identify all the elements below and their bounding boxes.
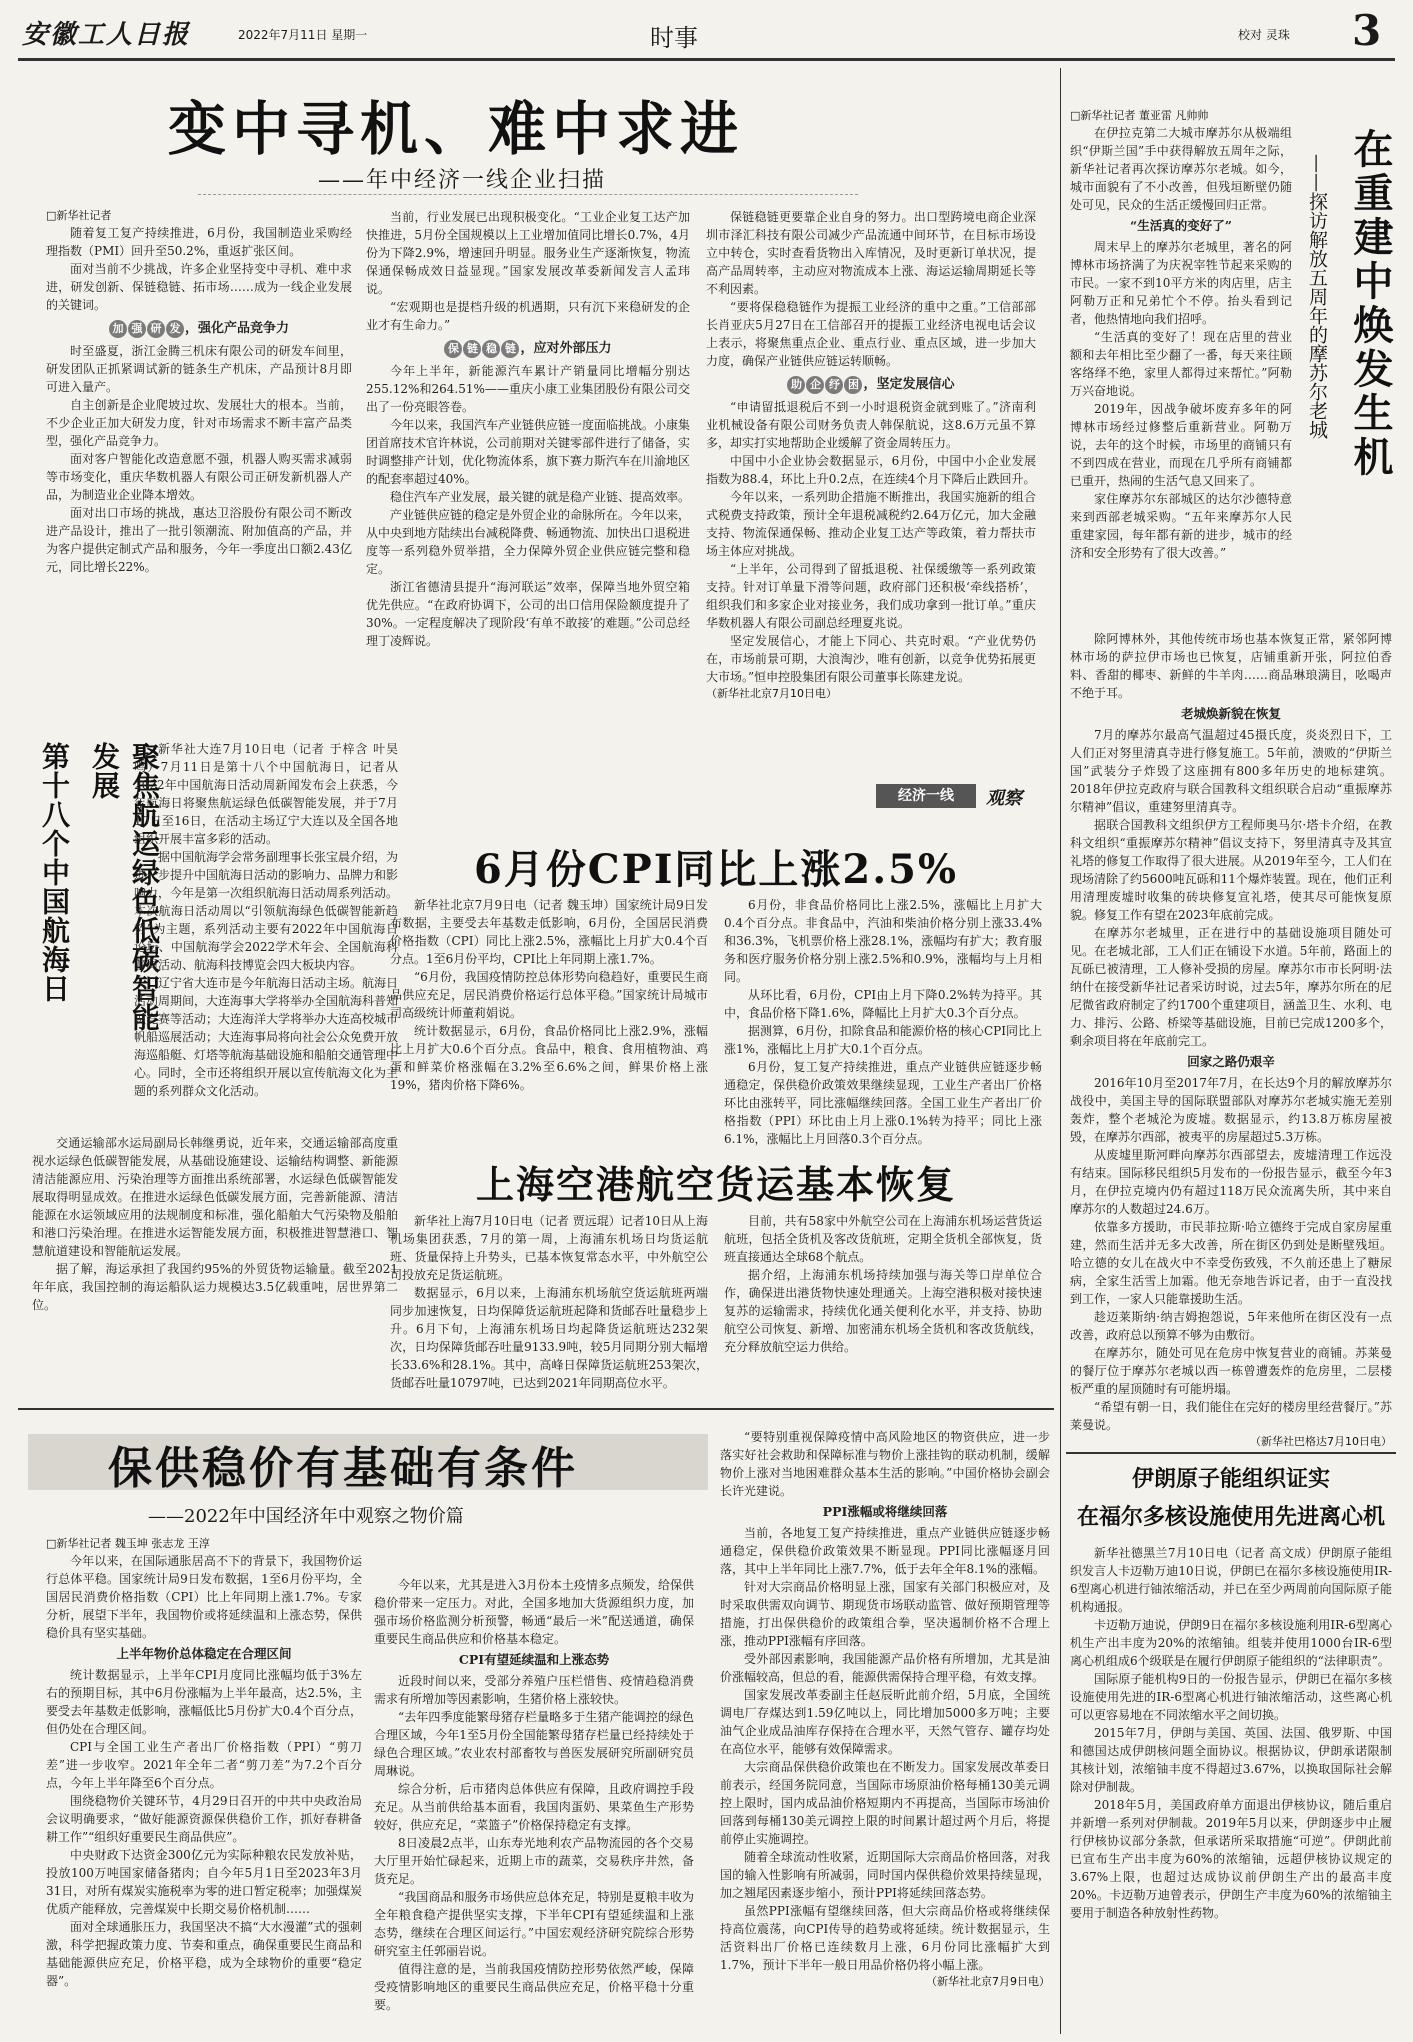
section-heading-3	[706, 376, 1036, 394]
paragraph: 据测算，6月份，扣除食品和能源价格的核心CPI同比上涨1%，涨幅比上月扩大0.1个百分点。	[724, 1024, 1042, 1056]
paragraph: 坚定发展信心，才能上下同心、共克时艰。“产业优势仍在，市场前景可期，大浪淘沙，唯有创新，以竞争优势拓展更大市场。”恒申控股集团有限公司董事长陈建龙说。	[706, 634, 1036, 684]
paragraph: 今年以来，我国汽车产业链供应链一度面临挑战。小康集团首席技术官许林说，公司前期对关键零部件进行了储备，实时调整排产计划，优化物流体系，旗下赛力斯汽车在川渝地区的配套率超过40%。	[366, 418, 691, 486]
headline-line-2: 在福尔多核设施使用先进离心机	[1076, 1504, 1385, 1530]
article-col-2	[374, 1576, 694, 2030]
article-cpi	[380, 830, 1052, 1150]
pill-char: 强	[128, 320, 146, 338]
paragraph: 从废墟里斯河畔向摩苏尔西部望去，废墟清理工作远没有结束。国际移民组织5月发布的一份报告显示，截至今年3月，在伊拉克境内仍有超过118万民众流离失所，其中来自摩苏尔的人数超过24.6万。	[1070, 1148, 1392, 1216]
paragraph: 7月的摩苏尔最高气温超过45摄氏度，炎炎烈日下，工人们正对努里清真寺进行修复施工。5年前，溃败的“伊斯兰国”武装分子炸毁了这座拥有800多年历史的地标建筑。2018年伊拉克政府与联合国教科文组织联合启动“重振摩苏尔精神”倡议，重建努里清真寺。	[1070, 728, 1392, 814]
paragraph: 值得注意的是，当前我国疫情防控形势依然严峻，保障受疫情影响地区的重要民生商品供应充足，价格平稳十分重要。	[374, 1962, 694, 2012]
right-section-divider	[1066, 1452, 1396, 1454]
article-col-2	[366, 208, 690, 808]
paragraph: “要特别重视保障疫情中高风险地区的物资供应，进一步落实好社会救助和保障标准与物价上涨挂钩的联动机制，缓解物价上涨对当地困难群众基本生活的影响。”中国价格协会副会长许光建说。	[720, 1430, 1050, 1498]
paragraph: 今年以来，一系列助企措施不断推出，我国实施新的组合式税费支持政策，预计全年退税减税约2.64万亿元，加大金融支持、物流保通保畅、推动企业复工达产等政策，着力帮扶市场主体应对挑战。	[706, 490, 1036, 558]
paragraph: 据中国航海学会常务副理事长张宝晨介绍，为进一步提升中国航海日活动的影响力、品牌力和影响力，今年是第一次组织航海日活动周系列活动。本次航海日活动周以“引领航海绿色低碳智能新趋势”为主题，系列活动主要有2022年中国航海日论坛、中国航海学会2022学术年会、全国航海科普周活动、航海科技博览会四大板块内容。	[134, 850, 399, 972]
article-economy-scan	[18, 68, 1052, 808]
paragraph: 2016年10月至2017年7月，在长达9个月的解放摩苏尔战役中，美国主导的国际联盟部队对摩苏尔老城实施无差别轰炸，整个老城沦为废墟。数据显示，约13.8万栋房屋被毁，在摩苏尔西部，被夷平的房屋超过5.3万栋。	[1070, 1076, 1392, 1144]
paragraph: 今年以来，尤其是进入3月份本土疫情多点频发，给保供稳价带来一定压力。对此，全国多地加大货源组织力度，加强市场价格监测分析预警，畅通“最后一米”配送通道，确保重要民生商品供应和价格基本稳定。	[374, 1578, 694, 1646]
paragraph: 产业链供应链的稳定是外贸企业的命脉所在。今年以来，从中央到地方陆续出台减税降费、畅通物流、加快出口退税进度等一系列稳外贸举措，全力保障外贸企业供应链完整和稳定。	[366, 508, 691, 576]
article-col-1	[46, 1536, 362, 2030]
headline-line-1: 伊朗原子能组织证实	[1131, 1466, 1330, 1492]
paragraph: 据联合国教科文组织伊方工程师奥马尔·塔卡介绍，在教科文组织“重振摩苏尔精神”倡议支持下，努里清真寺及其宣礼塔的修复工作取得了很大进展。从2019年至今，工人们在现场清除了约5600吨瓦砾和11个爆炸装置。现在，他们正利用清理废墟时收集的砖块修复宣礼塔，使其尽可能恢复原貌。修复工作有望在2023年底前完成。	[1070, 818, 1392, 922]
pill-char: 研	[147, 320, 165, 338]
subheadline: ——年中经济一线企业扫描	[318, 168, 607, 193]
section-heading-1	[46, 320, 352, 338]
paragraph: “要将保稳稳链作为提振工业经济的重中之重。”工信部部长肖亚庆5月27日在工信部召开的提振工业经济电视电话会议上表示，将聚焦重点企业、重点行业、重点区域，进一步加大力度，确保产业链供应链运转顺畅。	[706, 300, 1036, 368]
paragraph: 浙江省德清县提升“海河联运”效率，保障当地外贸空箱优先供应。“在政府协调下，公司的出口信用保险额度提升了30%。一定程度解决了现阶段‘有单不敢接’的难题。”公司总经理丁凌辉说。	[366, 580, 690, 648]
article-air-cargo	[380, 1150, 1052, 1395]
paragraph: 统计数据显示，6月份，食品价格同比上涨2.9%，涨幅比上月扩大0.6个百分点。食品中，粮食、食用植物油、鸡蛋和鲜菜价格涨幅在3.2%至6.6%之间，鲜果价格上涨19%，猪肉价格下降6%。	[390, 1024, 708, 1092]
paragraph: 国家发展改革委副主任赵辰昕此前介绍，5月底，全国统调电厂存煤达到1.59亿吨以上，同比增加5000多万吨；主要油气企业成品油库存保持在合理水平，天然气管存、罐存均处在高位水平，能够有效保障需求。	[720, 1688, 1050, 1756]
section-divider	[18, 1408, 1054, 1410]
paragraph: “上半年，公司得到了留抵退税、社保缓缴等一系列政策支持。针对订单量下滑等问题，政府部门还积极‘牵线搭桥’，组织我们和多家企业对接业务，我们成功拿到一批订单。”重庆华数机器人有限公司副总经理夏兆说。	[706, 562, 1036, 630]
dateline: （新华社北京7月10日电）	[706, 687, 837, 700]
badge-label: 经济一线	[876, 784, 976, 808]
paragraph: 稳住汽车产业发展，最关键的就是稳产业链、提高效率。	[390, 490, 691, 504]
lead-paragraph: 新华社北京7月9日电（记者 魏玉坤）国家统计局9日发布数据，主要受去年基数走低影响，6月份，全国居民消费价格指数（CPI）同比上涨2.5%，涨幅比上月扩大0.4个百分点。1至6月份平均，CPI比上年同期上涨1.7%。	[390, 898, 708, 966]
paragraph: 周末早上的摩苏尔老城里，著名的阿博林市场挤满了为庆祝宰牲节起来采购的市民。一家不到10平方米的肉店里，店主阿勒万正和兄弟忙个不停。抬头看到记者，他热情地向我们招呼。	[1070, 240, 1292, 326]
section-name: 时事	[650, 24, 698, 52]
paragraph: 国际原子能机构9日的一份报告显示，伊朗已在福尔多核设施使用先进的IR-6型离心机进行铀浓缩活动，这些离心机可以更容易地在不同浓缩水平之间切换。	[1070, 1672, 1392, 1722]
subheading: 上半年物价总体稳定在合理区间	[116, 1646, 292, 1661]
article-iran-centrifuge	[1066, 1458, 1396, 2038]
section-heading-2	[366, 340, 690, 358]
lead-paragraph: 新华社大连7月10日电（记者 于梓含 叶昊鸣）7月11日是第十八个中国航海日，记者从2022年中国航海日活动周新闻发布会上获悉，今年航海日将聚焦航运绿色低碳智能发展，并于7月10日至16日，在活动主场辽宁大连以及全国各地组织开展丰富多彩的活动。	[134, 742, 398, 846]
paragraph: 面对当前不少挑战，许多企业坚持变中寻机、难中求进，研发创新、保链稳链、拓市场……成为一线企业发展的关键词。	[46, 262, 352, 312]
headline: 上海空港航空货运基本恢复	[475, 1162, 956, 1207]
paragraph: 目前，共有58家中外航空公司在上海浦东机场运营货运航班，包括全货机及客改货航班，定期全货机全部恢复，货班直接通达全球68个航点。	[724, 1214, 1042, 1264]
paragraph: 据了解，海运承担了我国约95%的外贸货物运输量。截至2021年年底，我国控制的海运船队运力规模达3.5亿载重吨，居世界第二位。	[32, 1262, 398, 1312]
paragraph: 自主创新是企业爬坡过坎、发展壮大的根本。当前，不少企业正加大研发力度，针对市场需求不断丰富产品类型，强化产品竞争力。	[46, 398, 352, 448]
paragraph: 针对大宗商品价格明显上涨，国家有关部门积极应对，及时采取供需双向调节、期现货市场联动监管、做好预期管理等措施，打出保供稳价的政策组合拳，坚决遏制价格不合理上涨，推动PPI涨幅有序回落。	[720, 1580, 1050, 1648]
article-col-3	[720, 1428, 1050, 2030]
masthead-rule	[18, 58, 1395, 61]
paragraph: 今年上半年，新能源汽车累计产销量同比增幅分别达255.12%和264.51%——重庆小康工业集团股份有限公司交出了一份亮眼答卷。	[366, 364, 690, 414]
column-badge	[876, 784, 1046, 808]
article-body-bottom	[32, 1134, 398, 1350]
paragraph: 时至盛夏，浙江金腾三机床有限公司的研发车间里，研发团队正抓紧调试新的链条生产机床，产品预计8月即可进入量产。	[46, 344, 352, 394]
badge-suffix: 观察	[986, 788, 1022, 809]
paragraph: 今年以来，在国际通胀居高不下的背景下，我国物价运行总体平稳。国家统计局9日发布数据，1至6月份平均，全国居民消费价格指数（CPI）比上年同期上涨1.7%。专家分析，展望下半年，我国物价或将延续温和上涨态势，保供稳价具有坚实基础。	[46, 1554, 362, 1640]
paragraph: 8日凌晨2点半，山东寿光地利农产品物流园的各个交易大厅里开始忙碌起来，近期上市的蔬菜，交易秩序井然，备货充足。	[374, 1836, 694, 1886]
paragraph: 据介绍，上海浦东机场持续加强与海关等口岸单位合作，确保进出港货物快速处理通关。上海空港积极对接快速复苏的运输需求，持续优化通关便利化水平，并支持、协助航空公司恢复、新增、加密浦东机场全货机和客改货航线，充分释放航空运力供给。	[724, 1268, 1042, 1354]
paragraph: 卡迈勒万迪说，伊朗9日在福尔多核设施利用IR-6型离心机生产出丰度为20%的浓缩铀。组装并使用1000台IR-6型离心机组成6个级联是在履行伊朗原子能组织的“法律职责”。	[1070, 1618, 1392, 1668]
section-heading-text: ，强化产品竞争力	[184, 321, 289, 336]
paragraph: 保链稳链更要靠企业自身的努力。出口型跨境电商企业深圳市泽汇科技有限公司减少产品流通中间环节，在目标市场设立中转仓，实时查看货物出入库情况，及时更新订单状况，提高产品周转率，主动应对物流成本上涨、海运运输周期延长等不利因素。	[706, 210, 1036, 296]
paragraph: 在摩苏尔，随处可见在危房中恢复营业的商铺。苏莱曼的餐厅位于摩苏尔老城以西一栋曾遭轰炸的危房里，二层楼板严重的屋顶随时有可能坍塌。	[1070, 1346, 1392, 1396]
article-body-top	[134, 740, 398, 1132]
paragraph: 2019年，因战争破坏废弃多年的阿博林市场经过修整后重新营业。阿勒万说，去年的这个时候，市场里的商铺只有不到四成在营业，而现在几乎所有商铺都已重开，热闹的生活气息又回来了。	[1070, 402, 1292, 488]
paragraph: “希望有朝一日，我们能住在完好的楼房里经营餐厅。”苏莱曼说。	[1070, 1400, 1392, 1432]
paragraph: 2018年5月，美国政府单方面退出伊核协议，随后重启并新增一系列对伊制裁。2019年5月以来，伊朗逐步中止履行伊核协议部分条款，但承诺所采取措施“可逆”。伊朗此前已宣布生产出丰度为60%的浓缩铀，远超伊核协议规定的3.67%上限，也超过达成协议前伊朗生产出的最高丰度20%。卡迈勒万迪曾表示，伊朗生产丰度为60%的浓缩铀主要用于制造各种放射性药物。	[1070, 1798, 1392, 1920]
masthead	[0, 0, 1413, 62]
pill-char: 链	[463, 340, 481, 358]
title-underline	[198, 194, 858, 195]
right-column-divider	[1060, 68, 1061, 2034]
paragraph: 围绕稳物价关键环节，4月29日召开的中共中央政治局会议明确要求，“做好能源资源保供稳价工作，抓好春耕备耕工作”“组织好重要民生商品供应”。	[46, 1794, 362, 1844]
paragraph: 虽然PPI涨幅有望继续回落，但大宗商品价格或将继续保持高位震荡，向CPI传导的趋势或将延续。统计数据显示，生活资料出厂价格已连续数月上涨，6月份同比涨幅扩大到1.7%，预计下半年一般日用品价格仍将小幅上涨。	[720, 1904, 1050, 1972]
pill-char: 保	[444, 340, 462, 358]
subheadline-vertical: ——探访解放五周年的摩苏尔老城	[1306, 154, 1328, 439]
paragraph: 辽宁省大连市是今年航海日活动主场。航海日活动周期间，大连海事大学将举办全国航海科普知识竞赛等活动；大连海洋大学将举办大连高校城市帆船巡展活动；大连海事局将向社会公众免费开放海巡船艇、灯塔等航海基础设施和船舶交通管理中心。同时，全市还将组织开展以宣传航海文化为主题的系列群众文化活动。	[134, 976, 399, 1098]
article-col-2	[724, 896, 1042, 1148]
byline: □新华社记者 魏玉坤 张志龙 王淳	[46, 1537, 210, 1550]
paragraph: 交通运输部水运局副局长韩继勇说，近年来，交通运输部高度重视水运绿色低碳智能发展，从基础设施建设、运输结构调整、新能源清洁能源应用、污染治理等方面推出系统部署，水运绿色低碳智能发展取得明显成效。在推进水运绿色低碳发展方面，完善新能源、清洁能源在水运领域应用的法规制度和标准，强化船舶大气污染物及船舶和港口污染治理。在推进水运智能发展方面，积极推进智慧港口、智慧航道建设和智能航运发展。	[32, 1136, 398, 1258]
subheadline: ——2022年中国经济年中观察之物价篇	[148, 1506, 464, 1527]
page-number: 3	[1352, 6, 1382, 55]
headline: 6月份CPI同比上涨2.5%	[473, 846, 959, 893]
article-col-3	[706, 208, 1036, 778]
subheading: PPI涨幅或将继续回落	[822, 1504, 948, 1519]
paragraph: 综合分析，后市猪肉总体供应有保障，且政府调控手段充足。从当前供给基本面看，我国肉蛋奶、果菜鱼生产形势较好，供应充足，“菜篮子”价格保持稳定有支撑。	[374, 1782, 694, 1832]
paragraph: 除阿博林外，其他传统市场也基本恢复正常，紧邻阿博林市场的萨拉伊市场也已恢复，店铺重新开张，阿拉伯香料、香甜的椰枣、新鲜的牛羊肉……商品琳琅满目，吆喝声不绝于耳。	[1070, 632, 1392, 700]
pill-char: 助	[787, 376, 805, 394]
paragraph: 中央财政下达资金300亿元为实际种粮农民发放补贴，投放100万吨国家储备猪肉；自今年5月1日至2023年3月31日，对所有煤炭实施税率为零的进口暂定税率；加强煤炭优质产能释放，完善煤炭中长期交易价格机制……	[46, 1848, 362, 1916]
paragraph: 面对全球通胀压力，我国坚决不搞“大水漫灌”式的强刺激，科学把握政策力度、节奏和重点，确保重要民生商品和基础能源供应充足，价格平稳，成为全球物价的重要“稳定器”。	[46, 1920, 362, 1988]
paragraph: 从环比看，6月份，CPI由上月下降0.2%转为持平。其中，食品价格下降1.6%，降幅比上月扩大0.3个百分点。	[724, 988, 1042, 1020]
paragraph: 统计数据显示，上半年CPI月度同比涨幅均低于3%左右的预期目标，其中6月份涨幅为上半年最高，达2.5%，主要受去年基数走低影响，涨幅低比5月份扩大0.4个百分点，但仍处在合理区间。	[46, 1668, 362, 1736]
paragraph: 趁迈莱斯纳·纳吉姆抱怨说，5年来他所在街区没有一点改善，政府总以预算不够为由敷衍。	[1070, 1310, 1392, 1342]
article-body	[1070, 1544, 1392, 2034]
article-col-1	[390, 896, 708, 1148]
lead-paragraph: 新华社德黑兰7月10日电（记者 高文成）伊朗原子能组织发言人卡迈勒万迪10日说，伊朗已在福尔多核设施使用IR-6型离心机进行铀浓缩活动，并已在至少两周前向国际原子能机构通报。	[1070, 1546, 1392, 1614]
paragraph: 6月份，非食品价格同比上涨2.5%，涨幅比上月扩大0.4个百分点。非食品中，汽油和柴油价格分别上涨33.4%和36.3%，飞机票价格上涨28.1%，涨幅均有扩大；教育服务和医疗服务价格分别上涨2.5%和0.9%，涨幅均与上月相同。	[724, 898, 1042, 984]
paragraph: 数据显示，6月以来，上海浦东机场航空货运航班两端同步加速恢复，日均保障货运航班起降和货邮吞吐量稳步上升。6月下旬，上海浦东机场日均起降货运航班达232架次，日均保障货邮吞吐量9133.9吨，较5月同期分别大幅增长33.6%和28.1%。其中，高峰日保障货运航班253架次，货邮吞吐量10797吨，已达到2021年同期高位水平。	[390, 1286, 708, 1390]
paragraph: 面对客户智能化改造意愿不强，机器人购买需求减弱等市场变化，重庆华数机器人有限公司正研发新机器人产品，为制造业企业降本增效。	[46, 452, 352, 502]
section-heading-text: ，应对外部压力	[520, 341, 612, 356]
paragraph: “我国商品和服务市场供应总体充足，特别是夏粮丰收为全年粮食稳产提供坚实支撑，下半年CPI有望延续温和上涨态势，继续在合理区间运行。”中国宏观经济研究院综合形势研究室主任郭丽岩说。	[374, 1890, 694, 1958]
article-maritime-day	[22, 730, 402, 1360]
paragraph: 在摩苏尔老城里，正在进行中的基础设施项目随处可见。在老城北部，工人们正在铺设下水道。5年前，路面上的瓦砾已被清理，工人修补受损的房屋。摩苏尔市市长阿明·法纳什在接受新华社记者采访时说，过去5年，摩苏尔所在的尼尼微省政府制定了约1700个重建项目，涵盖卫生、水利、电力、排污、公路、桥梁等基础设施，目前已完成1200多个，剩余项目将在年底前完工。	[1070, 926, 1392, 1048]
article-col-1	[46, 208, 352, 608]
paragraph: 随着复工复产持续推进，6月份，我国制造业采购经理指数（PMI）回升至50.2%，重返扩张区间。	[46, 226, 352, 258]
byline: □新华社记者 董亚雷 凡帅帅	[1070, 109, 1209, 122]
pill-char: 发	[166, 320, 184, 338]
paragraph: CPI与全国工业生产者出厂价格指数（PPI）“剪刀差”进一步收窄。2021年全年二者“剪刀差”为7.2个百分点，今年上半年降至6个百分点。	[46, 1740, 362, 1790]
paragraph: 随着全球流动性收紧，近期国际大宗商品价格回落，对我国的输入性影响有所减弱，同时国内保供稳价效果持续显现，加之翘尾因素逐步缩小，预计PPI将延续回落态势。	[720, 1850, 1050, 1900]
paragraph: 家住摩苏尔东部城区的达尔沙德特意来到西部老城采购。“五年来摩苏尔人民重建家园，每年都有新的进步，城市的经济和安全形势有了很大改善。”	[1070, 492, 1292, 560]
paragraph: 当前，各地复工复产持续推进，重点产业链供应链逐步畅通稳定，保供稳价政策效果不断显现。PPI同比涨幅逐月回落，其中上半年同比上涨7.7%，低于去年全年8.1%的涨幅。	[720, 1526, 1050, 1576]
editor-credits: 校对 灵珠	[1238, 28, 1290, 42]
headline-vertical-1: 聚焦航运绿色低碳智能发展	[88, 742, 161, 1032]
subheading: “生活真的变好了”	[1130, 218, 1232, 233]
pill-char: 困	[844, 376, 862, 394]
paragraph: 6月份，复工复产持续推进，重点产业链供应链逐步畅通稳定，保供稳价政策效果继续显现，工业生产者出厂价格环比由涨转平，同比涨幅继续回落。全国工业生产者出厂价格指数（PPI）环比由上月上涨0.1%转为持平；同比上涨6.1%，涨幅比上月回落0.3个百分点。	[724, 1060, 1042, 1146]
article-price-stability	[18, 1414, 1054, 2034]
dateline: （新华社巴格达7月10日电）	[1250, 1435, 1392, 1448]
paragraph: “去年四季度能繁母猪存栏量略多于生猪产能调控的绿色合理区域，今年1至5月份全国能繁母猪存栏量已经持续处于绿色合理区域。”农业农村部畜牧与兽医发展研究所副研究员周琳说。	[374, 1710, 694, 1778]
lead-paragraph: 新华社上海7月10日电（记者 贾远琨）记者10日从上海机场集团获悉，7月的第一周，上海浦东机场日均货运航班、货量保持上升势头，已基本恢复常态水平，中外航空公司投放充足货运航班。	[390, 1214, 708, 1282]
section-heading-text: ，坚定发展信心	[863, 377, 955, 392]
paragraph: 中国中小企业协会数据显示，6月份，中国中小企业发展指数为88.4，环比上升0.2点，在连续4个月下降后止跌回升。	[706, 454, 1036, 486]
pill-char: 稳	[482, 340, 500, 358]
paragraph: 依靠多方援助，市民菲拉斯·哈立德终于完成自家房屋重建，然而生活并无多大改善，所在街区仍到处是断壁残垣。哈立德的女儿在战火中不幸受伤致残，不久前还患上了糖尿病，全家生活雪上加霜。他无奈地告诉记者，由于一直没找到工作，一家人只能靠援助生活。	[1070, 1220, 1392, 1306]
issue-date: 2022年7月11日 星期一	[238, 28, 368, 42]
pill-char: 纾	[825, 376, 843, 394]
article-col-2	[724, 1212, 1042, 1392]
newspaper-logo: 安徽工人日报	[22, 20, 191, 50]
subheading: CPI有望延续温和上涨态势	[458, 1652, 610, 1667]
paragraph: 当前，行业发展已出现积极变化。“工业企业复工达产加快推进，5月份全国规模以上工业增加值同比增长0.7%，4月份为下降2.9%，增速回升明显。服务业生产逐渐恢复，物流保通保畅成效日益显现。”国家发展改革委新闻发言人孟玮说。	[366, 210, 690, 296]
paragraph: 大宗商品保供稳价政策也在不断发力。国家发展改革委日前表示，经国务院同意，当国际市场原油价格每桶130美元调控上限时，国内成品油价格短期内不再提高，当国际市场油价回落到每桶130美元调控上限的时间累计超过两个月后，将提前停止实施调控。	[720, 1760, 1050, 1846]
paragraph: 在伊拉克第二大城市摩苏尔从极端组织“伊斯兰国”手中获得解放五周年之际，新华社记者再次探访摩苏尔老城。如今，城市面貌有了不小改善，但残垣断壁仍随处可见，民众的生活正缓慢回归正常。	[1070, 126, 1292, 212]
pill-char: 链	[501, 340, 519, 358]
paragraph: “宏观期也是提档升级的机遇期，只有沉下来稳研发的企业才有生命力。”	[366, 300, 690, 332]
article-body-bottom	[1070, 630, 1392, 1448]
paragraph: 2015年7月，伊朗与美国、英国、法国、俄罗斯、中国和德国达成伊朗核问题全面协议。根据协议，伊朗承诺限制其核计划，浓缩铀丰度不得超过3.67%，以换取国际社会解除对伊制裁。	[1070, 1726, 1392, 1794]
dateline: （新华社北京7月9日电）	[926, 1975, 1050, 1988]
paragraph: 面对出口市场的挑战，惠达卫浴股份有限公司不断改进产品设计，推出了一批引领潮流、附加值高的产品，并为客户提供定制式产品和服务，今年一季度出口额2.43亿元，同比增长22%。	[46, 506, 352, 574]
headline: 变中寻机、难中求进	[168, 95, 745, 163]
headline-vertical-2: 第十八个中国航海日	[38, 742, 71, 1003]
pill-char: 加	[109, 320, 127, 338]
byline: □新华社记者	[46, 209, 112, 222]
paragraph: 受外部因素影响，我国能源产品价格有所增加，尤其是油价涨幅较高，但总的看，能源供需保持合理平稳，有效支撑。	[720, 1652, 1050, 1684]
subheading: 老城焕新貌在恢复	[1180, 706, 1281, 721]
paragraph: “申请留抵退税后不到一小时退税资金就到账了。”济南利业机械设备有限公司财务负责人韩保航说，这8.6万元虽不算多，却实打实地帮助企业缓解了资金周转压力。	[706, 400, 1036, 450]
article-mosul	[1066, 108, 1396, 1448]
paragraph: “生活真的变好了！现在店里的营业额和去年相比至少翻了一番，每天来往顾客络绎不绝，家里人都得过来帮忙。”阿勒万兴奋地说。	[1070, 330, 1292, 398]
paragraph: 近段时间以来，受部分养殖户压栏惜售、疫情趋稳消费需求有所增加等因素影响，生猪价格上涨较快。	[374, 1674, 694, 1706]
subheading: 回家之路仍艰辛	[1187, 1054, 1275, 1069]
article-col-1	[390, 1212, 708, 1392]
article-body-top	[1070, 108, 1292, 628]
paragraph: “6月份，我国疫情防控总体形势向稳趋好，重要民生商品供应充足，居民消费价格运行总体平稳。”国家统计局城市司高级统计师董莉娟说。	[390, 970, 708, 1020]
headline: 保供稳价有基础有条件	[108, 1443, 578, 1494]
pill-char: 企	[806, 376, 824, 394]
headline-vertical: 在重建中焕发生机	[1347, 128, 1394, 480]
